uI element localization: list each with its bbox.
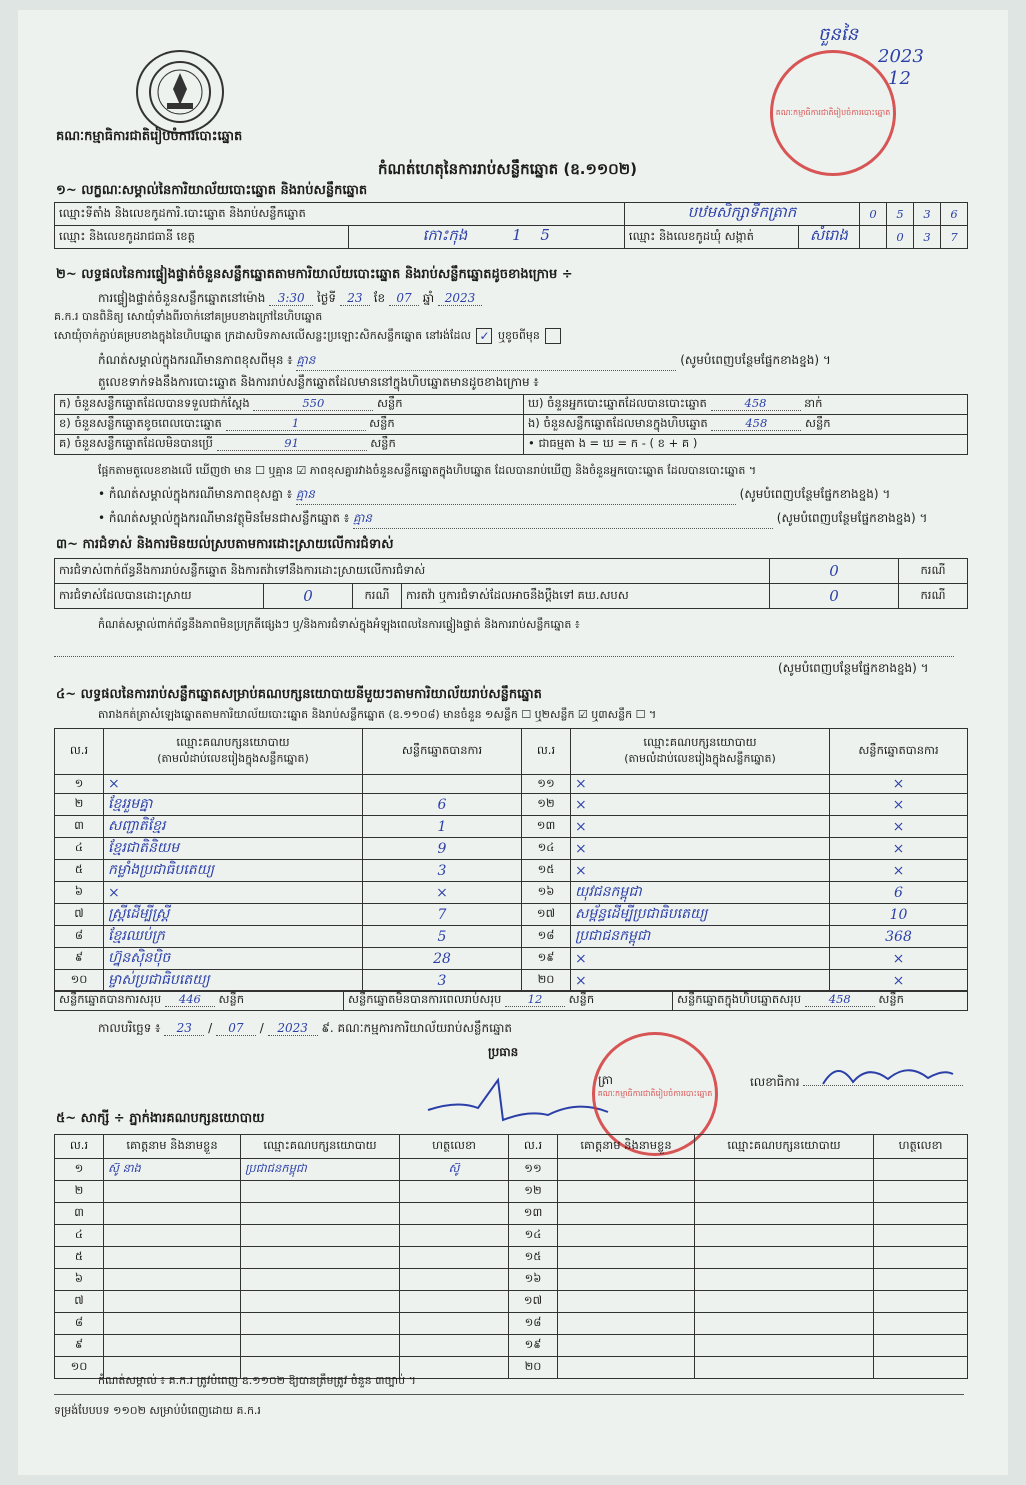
- vote-count: 5: [363, 926, 522, 948]
- witness-signature: [874, 1269, 968, 1291]
- vote-count: ×: [830, 794, 968, 816]
- witness-name: [558, 1181, 695, 1203]
- nec-logo-icon: [136, 50, 224, 134]
- stamp-label: ត្រា: [598, 1073, 613, 1087]
- witness-signature: [874, 1203, 968, 1225]
- row-number: ១១: [522, 775, 571, 794]
- row-number: ៣: [55, 816, 104, 838]
- vote-count: [363, 775, 522, 794]
- party-name: ×: [104, 775, 363, 794]
- row-number: ១: [55, 1159, 104, 1181]
- intact-checkbox[interactable]: ✓: [476, 328, 492, 344]
- section3-note: កំណត់សម្គាល់ពាក់ព័ន្ធនឹងភាពមិនប្រក្រតីផ្សេងៗ ឬ/និងការជំទាស់ក្នុងអំឡុងពេលនៃការផ្ទៀងផ្ទាត់ និងការរាប់សន្លឹកឆ្នោត ៖: [98, 618, 580, 631]
- chair-signature-icon: [418, 1070, 618, 1133]
- result-row: [55, 816, 968, 838]
- result-row: [55, 882, 968, 904]
- vote-count: ×: [830, 838, 968, 860]
- row-number: ១៨: [522, 926, 571, 948]
- witness-name: [104, 1247, 241, 1269]
- witness-signature: [400, 1247, 509, 1269]
- party-name: សញ្ជាតិខ្មែរ: [104, 816, 363, 838]
- row-number: ៩: [55, 1335, 104, 1357]
- witness-signature: [874, 1313, 968, 1335]
- party-name: ×: [571, 775, 830, 794]
- figures-row: ក) ចំនួនសន្លឹកឆ្នោតដែលបានទទួលជាក់ស្តែង 550 សន្លឹក ឃ) ចំនួនអ្នកបោះឆ្នោតដែលបានបោះឆ្នោត 458 នាក់: [55, 395, 968, 415]
- vote-count: 28: [363, 948, 522, 970]
- party-name: ×: [571, 948, 830, 970]
- witness-name: [104, 1335, 241, 1357]
- party-name: ×: [571, 838, 830, 860]
- row-number: ១៦: [522, 882, 571, 904]
- row-number: ៣: [55, 1203, 104, 1225]
- commune-value: សំរោង: [798, 226, 859, 249]
- section2-heading: ២~ លទ្ធផលនៃការផ្ទៀងផ្ទាត់ចំនួនសន្លឹកឆ្នោតតាមការិយាល័យបោះឆ្នោត និងរាប់សន្លឹកឆ្នោតដូចខាងក្រោម ÷: [56, 267, 573, 282]
- witness-signature: [874, 1181, 968, 1203]
- party-name: ×: [571, 794, 830, 816]
- vote-count: 368: [830, 926, 968, 948]
- witness-signature: [874, 1225, 968, 1247]
- result-row: [55, 970, 968, 992]
- footnote: កំណត់សម្គាល់ ៖ គ.ក.រ ត្រូវបំពេញ ឧ.១១០២ ឱ្យបានត្រឹមត្រូវ ចំនួន ៣ច្បាប់ ។: [98, 1374, 416, 1387]
- verify-suffix: គ.ក.រ បានពិនិត្យ សោយុំទាំងពីរចាក់នៅគម្របខាងក្រៅនៃហិបឆ្នោត: [54, 310, 323, 323]
- note2-line: • កំណត់សម្គាល់ក្នុងករណីមានភាពខុសគ្នា ៖ គ្មាន (សូមបំពេញបន្ថែមផ្នែកខាងខ្នង) ។: [98, 486, 890, 505]
- party-name: ×: [571, 816, 830, 838]
- witness-party: [695, 1181, 874, 1203]
- witness-name: [104, 1313, 241, 1335]
- witness-row: [55, 1269, 968, 1291]
- witness-name: [558, 1335, 695, 1357]
- section1-heading: ១~ លក្ខណៈសម្គាល់នៃការិយាល័យបោះឆ្នោត និងរាប់សន្លឹកឆ្នោត: [56, 183, 368, 198]
- row-number: ១២: [522, 794, 571, 816]
- vote-count: 6: [363, 794, 522, 816]
- row-number: ១: [55, 775, 104, 794]
- witness-signature: [874, 1335, 968, 1357]
- row-number: ១៦: [509, 1269, 558, 1291]
- result-row: [55, 904, 968, 926]
- party-name: សម្ព័ន្ធដើម្បីប្រជាធិបតេយ្យ: [571, 904, 830, 926]
- witness-party: [695, 1335, 874, 1357]
- row-number: ១០: [55, 970, 104, 992]
- vote-count: ×: [830, 860, 968, 882]
- witness-signature: [400, 1203, 509, 1225]
- witness-signature: [874, 1291, 968, 1313]
- witness-row: [55, 1159, 968, 1181]
- witness-party: [241, 1247, 400, 1269]
- row-number: ២: [55, 794, 104, 816]
- row-number: ១៣: [522, 816, 571, 838]
- bottom-note: ទម្រង់បែបបទ ១១០២ សម្រាប់បំពេញដោយ គ.ក.រ: [54, 1404, 261, 1417]
- row-number: ១៥: [522, 860, 571, 882]
- section5-heading: ៥~ សាក្សី ÷ ភ្នាក់ងារគណបក្សនយោបាយ: [56, 1111, 265, 1126]
- witness-signature: [400, 1313, 509, 1335]
- row-number: ២០: [522, 970, 571, 992]
- witness-name: [104, 1181, 241, 1203]
- witness-party: [241, 1291, 400, 1313]
- party-name: ខ្មែររួមគ្នា: [104, 794, 363, 816]
- vote-count: 10: [830, 904, 968, 926]
- witness-party: [695, 1269, 874, 1291]
- note3-line: • កំណត់សម្គាល់ក្នុងករណីមានវត្ថុមិនមែនជាសន្លឹកឆ្នោត ៖ គ្មាន (សូមបំពេញបន្ថែមផ្នែកខាងខ្នង) ។: [98, 510, 927, 529]
- result-row: [55, 948, 968, 970]
- row-number: ៥: [55, 1247, 104, 1269]
- result-row: [55, 775, 968, 794]
- witness-party: [695, 1159, 874, 1181]
- corner-handwriting: ចួននៃ 2023 12: [818, 24, 924, 89]
- row-number: ៧: [55, 904, 104, 926]
- witness-row: [55, 1203, 968, 1225]
- vote-count: ×: [830, 970, 968, 992]
- witness-party: [241, 1181, 400, 1203]
- row-number: ៧: [55, 1291, 104, 1313]
- vote-count: 6: [830, 882, 968, 904]
- party-name: ប្រជាជនកម្ពុជា: [571, 926, 830, 948]
- row-number: ៤: [55, 1225, 104, 1247]
- row-number: ៨: [55, 1313, 104, 1335]
- row-number: ៨: [55, 926, 104, 948]
- vote-count: ×: [363, 882, 522, 904]
- vote-count: 9: [363, 838, 522, 860]
- secretary-signature-icon: [818, 1054, 958, 1097]
- result-row: [55, 860, 968, 882]
- section3-dots: [54, 640, 954, 657]
- row-number: ៦: [55, 882, 104, 904]
- witness-name: [558, 1313, 695, 1335]
- party-name: កម្លាំងប្រជាធិបតេយ្យ: [104, 860, 363, 882]
- witness-row: [55, 1335, 968, 1357]
- vote-count: 3: [363, 970, 522, 992]
- vote-count: 1: [363, 816, 522, 838]
- row-number: ២០: [509, 1357, 558, 1379]
- witness-signature: [874, 1247, 968, 1269]
- witness-name: [558, 1247, 695, 1269]
- row-number: ៩: [55, 948, 104, 970]
- row-number: ១៧: [522, 904, 571, 926]
- objection-table: ការជំទាស់ពាក់ព័ន្ធនឹងការរាប់សន្លឹកឆ្នោត និងការតវ៉ាទៅនឹងការដោះស្រាយលើការជំទាស់ 0 ករណី ការជំទាស់ដែលបានដោះស្រាយ 0 ករណី ការតវ៉ា ឬការជំទាស់ដែលអាចនឹងប្តឹងទៅ គឃ.សបស 0 ករណី: [54, 558, 968, 609]
- row-number: ៤: [55, 838, 104, 860]
- row-number: ១៧: [509, 1291, 558, 1313]
- witness-row: [55, 1247, 968, 1269]
- party-name: ស្រ្តីដើម្បីស្ត្រី: [104, 904, 363, 926]
- witness-row: [55, 1225, 968, 1247]
- row-number: ១៤: [509, 1225, 558, 1247]
- witness-name: [558, 1159, 695, 1181]
- row-number: ១៥: [509, 1247, 558, 1269]
- party-name: ខ្មែរជាតិនិយម: [104, 838, 363, 860]
- form-page: [18, 10, 1008, 1475]
- section4-intro: តារាងកត់ត្រាសំឡេងឆ្នោតតាមការិយាល័យបោះឆ្នោត និងរាប់សន្លឹកឆ្នោត (ឧ.១១០៨) មានចំនួន ១សន្លឹក ☐ ឬ២សន្លឹក ☑ ឬ៣សន្លឹក ☐ ។: [98, 708, 657, 721]
- verify-line2: សោយុំចាក់ភ្ជាប់គម្របខាងក្នុងនៃហិបឆ្នោត ក្រដាសបិទភាសលើសន្លះប្រឡោះសិកសន្លឹកឆ្នោត នៅរង់ដែល ✓ ឬខូចពីមុន: [54, 328, 563, 345]
- result-row: [55, 838, 968, 860]
- row-number: ៥: [55, 860, 104, 882]
- row-number: ១៩: [509, 1335, 558, 1357]
- witness-row: [55, 1181, 968, 1203]
- witness-signature: [400, 1269, 509, 1291]
- totals-table: សន្លឹកឆ្នោតបានការសរុប 446 សន្លឹក សន្លឹកឆ្នោតមិនបានការពេលរាប់សរុប 12 សន្លឹក សន្លឹកឆ្នោតក្នុងហិបឆ្នោតសរុប 458 សន្លឹក: [54, 990, 968, 1011]
- witness-party: [695, 1313, 874, 1335]
- witness-name: [558, 1357, 695, 1379]
- figures-row: គ) ចំនួនសន្លឹកឆ្នោតដែលមិនបានប្រើ 91 សន្លឹក • ជាធម្មតា ង = ឃ = ក - ( ខ + គ ): [55, 435, 968, 455]
- row-number: ១៨: [509, 1313, 558, 1335]
- party-name: ខ្មែរឈប់ក្រ: [104, 926, 363, 948]
- witness-name: ស៊ូ នាង: [104, 1159, 241, 1181]
- province-label: ឈ្មោះ និងលេខកូដរាជធានី ខេត្ត: [55, 226, 349, 249]
- section3-hint: (សូមបំពេញបន្ថែមផ្នែកខាងខ្នង) ។: [778, 661, 929, 675]
- section3-heading: ៣~ ការជំទាស់ និងការមិនយល់ស្របតាមការដោះស្រាយលើការជំទាស់: [56, 537, 394, 552]
- witness-party: [241, 1313, 400, 1335]
- party-name: ×: [571, 860, 830, 882]
- witness-party: [241, 1335, 400, 1357]
- secretary-line: លេខាធិការ: [750, 1074, 963, 1092]
- witness-party: [241, 1225, 400, 1247]
- vote-count: ×: [830, 948, 968, 970]
- witness-party: [695, 1291, 874, 1313]
- verify-line: ការផ្ទៀងផ្ទាត់ចំនួនសន្លឹកឆ្នោតនៅម៉ោង 3:30 ថ្ងៃទី 23 ខែ 07 ឆ្នាំ 2023: [98, 290, 482, 308]
- row-number: ៦: [55, 1269, 104, 1291]
- witness-party: [695, 1203, 874, 1225]
- location-value: បឋមសិក្សាទឹកត្រាក: [624, 203, 859, 226]
- figures-row: ខ) ចំនួនសន្លឹកឆ្នោតខូចពេលបោះឆ្នោត 1 សន្លឹក ង) ចំនួនសន្លឹកឆ្នោតដែលមានក្នុងហិបឆ្នោត 458 សន្លឹក: [55, 415, 968, 435]
- witness-party: [695, 1247, 874, 1269]
- results-table: ល.រ ឈ្មោះគណបក្សនយោបាយ (តាមលំដាប់លេខរៀងក្នុងសន្លឹកឆ្នោត) សន្លឹកឆ្នោតបានការ ល.រ ឈ្មោះគណបក្សនយោបាយ (តាមលំដាប់លេខរៀងក្នុងសន្លឹកឆ្នោត) សន្លឹកឆ្នោតបានការ ១ × ១១ × × ២ ខ្មែររួមគ្នា 6 ១២ × × ៣ សញ្ជាតិខ្មែរ 1 ១៣ × × ៤ ខ្មែរជាតិនិយម 9 ១៤ × × ៥ កម្លាំងប្រជាធិបតេយ្យ 3 ១៥ × × ៦ × × ១៦ យុវជនកម្ពុជា 6 ៧ ស្រ្តីដើម្បីស្ត្រី 7 ១៧ សម្ព័ន្ធដើម្បីប្រជាធិបតេយ្យ 10 ៨ ខ្មែរឈប់ក្រ 5 ១៨ ប្រជាជនកម្ពុជា 368 ៩ ហ្វ៊ុនស៊ិនប៉ិច 28 ១៩ × × ១០ ម្ចាស់ប្រជាធិបតេយ្យ 3 ២០ × ×: [54, 728, 968, 992]
- witness-name: [558, 1225, 695, 1247]
- party-name: ×: [571, 970, 830, 992]
- commune-label: ឈ្មោះ និងលេខកូដឃុំ សង្កាត់: [624, 226, 798, 249]
- witness-name: [104, 1291, 241, 1313]
- note-line: កំណត់សម្គាល់ក្នុងករណីមានភាពខុសពីមុន ៖ គ្មាន (សូមបំពេញបន្ថែមផ្នែកខាងខ្នង) ។: [98, 352, 831, 371]
- section1-table: ឈ្មោះទីតាំង និងលេខកូដការិ.បោះឆ្នោត និងរាប់សន្លឹកឆ្នោត បឋមសិក្សាទឹកត្រាក 0 5 3 6 ឈ្មោះ និងលេខកូដរាជធានី ខេត្ត កោះកុង 1 5 ឈ្មោះ និងលេខកូដឃុំ សង្កាត់ សំរោង 0 3 7: [54, 202, 968, 249]
- vote-count: ×: [830, 775, 968, 794]
- witness-name: [558, 1291, 695, 1313]
- witness-party: [241, 1269, 400, 1291]
- row-number: ១៣: [509, 1203, 558, 1225]
- witness-signature: [400, 1181, 509, 1203]
- row-number: ១៩: [522, 948, 571, 970]
- witness-signature: [400, 1335, 509, 1357]
- row-number: ១០: [55, 1357, 104, 1379]
- result-row: [55, 794, 968, 816]
- witness-table: ល.រ គោត្តនាម និងនាមខ្លួន ឈ្មោះគណបក្សនយោបាយ ហត្ថលេខា ល.រ គោត្តនាម និងនាមខ្លួន ឈ្មោះគណបក្សនយោបាយ ហត្ថលេខា ១ ស៊ូ នាង ប្រជាជនកម្ពុជា ស៊ូ ១១ ២ ១២ ៣ ១៣ ៤ ១៤ ៥ ១៥ ៦ ១៦ ៧ ១៧ ៨ ១៨ ៩ ១៩ ១០ ២០: [54, 1134, 968, 1379]
- result-row: [55, 926, 968, 948]
- witness-party: [695, 1357, 874, 1379]
- witness-name: [104, 1269, 241, 1291]
- vote-count: 7: [363, 904, 522, 926]
- compare-line: ផ្អែកតាមតួលេខខាងលើ ឃើញថា មាន ☐ ឬគ្មាន ☑ ភាពខុសគ្នារវាងចំនួនសន្លឹកឆ្នោតក្នុងហិបឆ្នោត ដែលបានរាប់ឃើញ និងចំនួនអ្នកបោះឆ្នោត ដែលបានបោះឆ្នោត ។: [98, 464, 757, 477]
- witness-name: [104, 1203, 241, 1225]
- witness-name: [558, 1269, 695, 1291]
- witness-row: [55, 1291, 968, 1313]
- row-number: ១២: [509, 1181, 558, 1203]
- middle-stamp: គណៈកម្មាធិការជាតិរៀបចំការបោះឆ្នោត: [592, 1032, 718, 1156]
- witness-party: [241, 1203, 400, 1225]
- witness-name: [104, 1225, 241, 1247]
- vote-count: ×: [830, 816, 968, 838]
- location-label: ឈ្មោះទីតាំង និងលេខកូដការិ.បោះឆ្នោត និងរាប់សន្លឹកឆ្នោត: [55, 203, 625, 226]
- vote-count: 3: [363, 860, 522, 882]
- party-name: យុវជនកម្ពុជា: [571, 882, 830, 904]
- figures-intro: តួលេខទាក់ទងនឹងការបោះឆ្នោត និងការរាប់សន្លឹកឆ្នោតដែលមាននៅក្នុងហិបឆ្នោតមានដូចខាងក្រោម ៖: [98, 375, 539, 389]
- party-name: ម្ចាស់ប្រជាធិបតេយ្យ: [104, 970, 363, 992]
- org-name: គណៈកម្មាធិការជាតិរៀបចំការបោះឆ្នោត: [56, 129, 243, 144]
- witness-signature: ស៊ូ: [400, 1159, 509, 1181]
- top-right-stamp: គណៈកម្មាធិការជាតិរៀបចំការបោះឆ្នោត: [770, 50, 896, 176]
- figures-table: [54, 394, 968, 455]
- damaged-checkbox[interactable]: [545, 328, 561, 344]
- witness-signature: [874, 1357, 968, 1379]
- party-name: ×: [104, 882, 363, 904]
- witness-name: [558, 1203, 695, 1225]
- page-title: កំណត់ហេតុនៃការរាប់សន្លឹកឆ្នោត (ឧ.១១០២): [378, 160, 638, 178]
- witness-party: ប្រជាជនកម្ពុជា: [241, 1159, 400, 1181]
- date-line: កាលបរិច្ឆេទ ៖ 23 / 07 / 2023 ៩. គណៈកម្មការការិយាល័យរាប់សន្លឹកឆ្នោត: [98, 1021, 513, 1035]
- witness-signature: [874, 1159, 968, 1181]
- row-number: ១៤: [522, 838, 571, 860]
- row-number: ១១: [509, 1159, 558, 1181]
- row-number: ២: [55, 1181, 104, 1203]
- province-value: កោះកុង 1 5: [348, 226, 624, 249]
- footer-rule: [54, 1394, 964, 1395]
- witness-signature: [400, 1225, 509, 1247]
- witness-row: [55, 1313, 968, 1335]
- section4-heading: ៤~ លទ្ធផលនៃការរាប់សន្លឹកឆ្នោតសម្រាប់គណបក្សនយោបាយនីមួយៗតាមការិយាល័យរាប់សន្លឹកឆ្នោត: [56, 687, 542, 702]
- witness-party: [695, 1225, 874, 1247]
- witness-signature: [400, 1291, 509, 1313]
- party-name: ហ្វ៊ុនស៊ិនប៉ិច: [104, 948, 363, 970]
- chair-label: ប្រធាន: [488, 1045, 519, 1059]
